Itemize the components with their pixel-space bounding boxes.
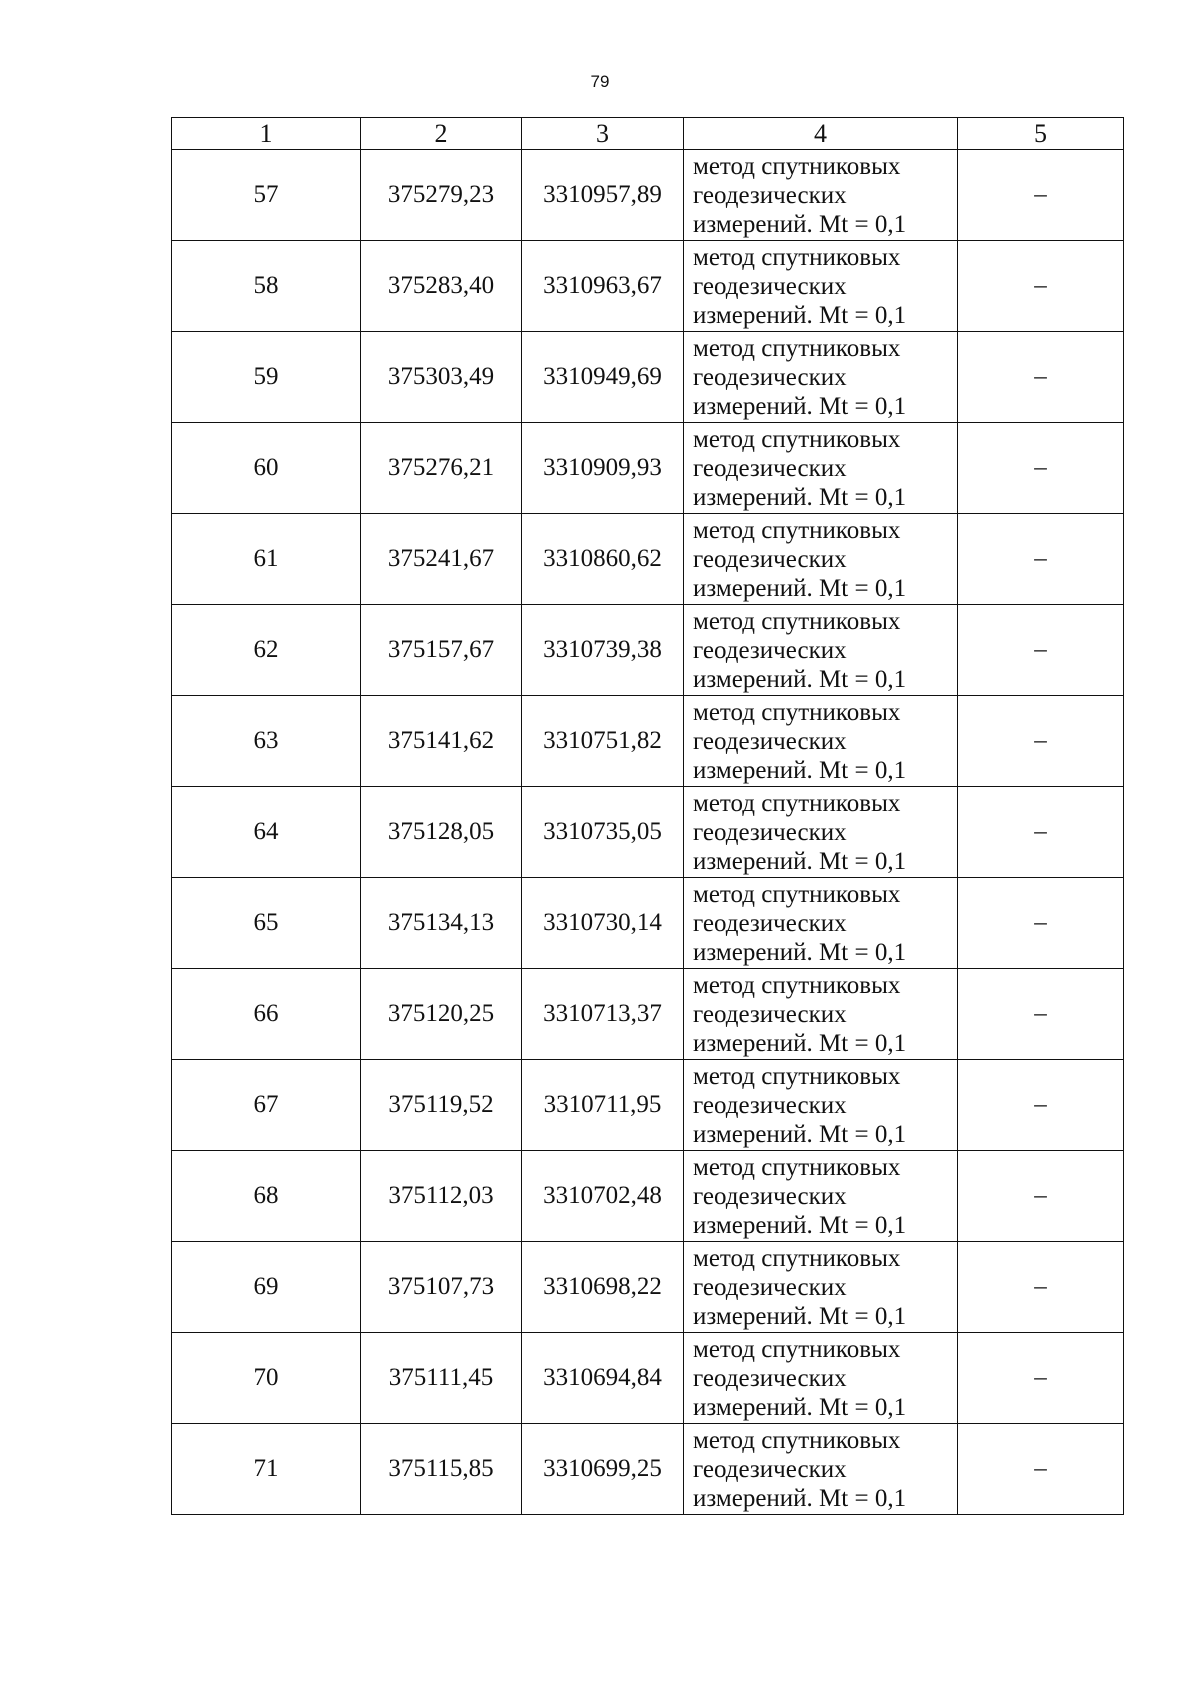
table-row [172, 787, 1124, 878]
note-cell: – [958, 332, 1124, 423]
method-text-line: геодезических [693, 545, 847, 573]
x-coordinate-cell: 375303,49 [361, 332, 522, 423]
column-header: 5 [958, 118, 1124, 150]
method-text-line: измерений. Mt = 0,1 [693, 1484, 907, 1512]
method-text-line: метод спутниковых [693, 1153, 901, 1181]
method-text-line: метод спутниковых [693, 1062, 901, 1090]
point-number-cell: 66 [172, 969, 361, 1060]
method-text-line: измерений. Mt = 0,1 [693, 1393, 907, 1421]
x-coordinate-cell: 375157,67 [361, 605, 522, 696]
method-text-line: метод спутниковых [693, 607, 901, 635]
point-number-cell: 65 [172, 878, 361, 969]
method-text-line: измерений. Mt = 0,1 [693, 483, 907, 511]
table-row [172, 423, 1124, 514]
table-row [172, 696, 1124, 787]
y-coordinate-cell: 3310711,95 [522, 1060, 684, 1151]
method-text-line: метод спутниковых [693, 698, 901, 726]
table-row [172, 1060, 1124, 1151]
point-number-cell: 68 [172, 1151, 361, 1242]
method-text-line: геодезических [693, 181, 847, 209]
method-cell [684, 605, 958, 696]
y-coordinate-cell: 3310751,82 [522, 696, 684, 787]
method-cell [684, 1242, 958, 1333]
table-row [172, 514, 1124, 605]
note-cell: – [958, 1151, 1124, 1242]
method-text-line: измерений. Mt = 0,1 [693, 938, 907, 966]
note-cell: – [958, 241, 1124, 332]
method-text-line: метод спутниковых [693, 789, 901, 817]
method-cell [684, 969, 958, 1060]
note-cell: – [958, 1333, 1124, 1424]
method-text-line: геодезических [693, 1091, 847, 1119]
table-row [172, 1333, 1124, 1424]
table-row [172, 969, 1124, 1060]
point-number-cell: 62 [172, 605, 361, 696]
point-number-cell: 70 [172, 1333, 361, 1424]
method-cell [684, 878, 958, 969]
note-cell: – [958, 514, 1124, 605]
method-text-line: геодезических [693, 454, 847, 482]
y-coordinate-cell: 3310739,38 [522, 605, 684, 696]
method-text-line: геодезических [693, 1364, 847, 1392]
y-coordinate-cell: 3310909,93 [522, 423, 684, 514]
method-cell [684, 696, 958, 787]
method-text-line: геодезических [693, 1273, 847, 1301]
point-number-cell: 60 [172, 423, 361, 514]
method-text-line: измерений. Mt = 0,1 [693, 665, 907, 693]
point-number-cell: 71 [172, 1424, 361, 1515]
method-cell [684, 1060, 958, 1151]
table-row [172, 1424, 1124, 1515]
method-cell [684, 787, 958, 878]
method-text-line: измерений. Mt = 0,1 [693, 1120, 907, 1148]
method-text-line: метод спутниковых [693, 880, 901, 908]
note-cell: – [958, 1424, 1124, 1515]
method-cell [684, 1151, 958, 1242]
point-number-cell: 58 [172, 241, 361, 332]
method-text-line: геодезических [693, 1455, 847, 1483]
method-cell [684, 241, 958, 332]
method-text-line: геодезических [693, 1182, 847, 1210]
method-text-line: геодезических [693, 727, 847, 755]
x-coordinate-cell: 375115,85 [361, 1424, 522, 1515]
x-coordinate-cell: 375120,25 [361, 969, 522, 1060]
column-header: 3 [522, 118, 684, 150]
x-coordinate-cell: 375134,13 [361, 878, 522, 969]
x-coordinate-cell: 375241,67 [361, 514, 522, 605]
y-coordinate-cell: 3310957,89 [522, 150, 684, 241]
column-header: 4 [684, 118, 958, 150]
x-coordinate-cell: 375283,40 [361, 241, 522, 332]
method-text-line: геодезических [693, 818, 847, 846]
x-coordinate-cell: 375111,45 [361, 1333, 522, 1424]
x-coordinate-cell: 375112,03 [361, 1151, 522, 1242]
y-coordinate-cell: 3310698,22 [522, 1242, 684, 1333]
y-coordinate-cell: 3310963,67 [522, 241, 684, 332]
y-coordinate-cell: 3310713,37 [522, 969, 684, 1060]
note-cell: – [958, 878, 1124, 969]
method-text-line: метод спутниковых [693, 1426, 901, 1454]
method-text-line: метод спутниковых [693, 1244, 901, 1272]
table-row [172, 332, 1124, 423]
point-number-cell: 61 [172, 514, 361, 605]
table-row [172, 241, 1124, 332]
x-coordinate-cell: 375107,73 [361, 1242, 522, 1333]
method-text-line: измерений. Mt = 0,1 [693, 301, 907, 329]
point-number-cell: 64 [172, 787, 361, 878]
method-text-line: геодезических [693, 272, 847, 300]
point-number-cell: 63 [172, 696, 361, 787]
method-text-line: метод спутниковых [693, 334, 901, 362]
y-coordinate-cell: 3310699,25 [522, 1424, 684, 1515]
table-header-row [172, 118, 1124, 150]
x-coordinate-cell: 375276,21 [361, 423, 522, 514]
note-cell: – [958, 1242, 1124, 1333]
column-header: 2 [361, 118, 522, 150]
table-row [172, 150, 1124, 241]
method-text-line: геодезических [693, 636, 847, 664]
table-row [172, 1242, 1124, 1333]
page-number: 79 [590, 72, 610, 91]
note-cell: – [958, 969, 1124, 1060]
note-cell: – [958, 605, 1124, 696]
point-number-cell: 59 [172, 332, 361, 423]
note-cell: – [958, 150, 1124, 241]
x-coordinate-cell: 375141,62 [361, 696, 522, 787]
note-cell: – [958, 423, 1124, 514]
point-number-cell: 69 [172, 1242, 361, 1333]
table-row [172, 878, 1124, 969]
method-text-line: измерений. Mt = 0,1 [693, 392, 907, 420]
y-coordinate-cell: 3310730,14 [522, 878, 684, 969]
method-text-line: метод спутниковых [693, 1335, 901, 1363]
point-number-cell: 67 [172, 1060, 361, 1151]
table-row [172, 1151, 1124, 1242]
method-text-line: метод спутниковых [693, 971, 901, 999]
column-header: 1 [172, 118, 361, 150]
y-coordinate-cell: 3310702,48 [522, 1151, 684, 1242]
point-number-cell: 57 [172, 150, 361, 241]
method-text-line: метод спутниковых [693, 243, 901, 271]
method-text-line: измерений. Mt = 0,1 [693, 574, 907, 602]
method-text-line: метод спутниковых [693, 516, 901, 544]
method-text-line: измерений. Mt = 0,1 [693, 756, 907, 784]
method-text-line: измерений. Mt = 0,1 [693, 847, 907, 875]
method-text-line: геодезических [693, 909, 847, 937]
method-cell [684, 1333, 958, 1424]
method-cell [684, 1424, 958, 1515]
note-cell: – [958, 696, 1124, 787]
coordinates-table [171, 117, 1124, 1515]
x-coordinate-cell: 375279,23 [361, 150, 522, 241]
y-coordinate-cell: 3310735,05 [522, 787, 684, 878]
method-text-line: геодезических [693, 363, 847, 391]
method-text-line: измерений. Mt = 0,1 [693, 1029, 907, 1057]
method-text-line: измерений. Mt = 0,1 [693, 210, 907, 238]
method-text-line: геодезических [693, 1000, 847, 1028]
method-text-line: метод спутниковых [693, 152, 901, 180]
method-cell [684, 150, 958, 241]
method-text-line: измерений. Mt = 0,1 [693, 1211, 907, 1239]
method-cell [684, 423, 958, 514]
table-row [172, 605, 1124, 696]
x-coordinate-cell: 375119,52 [361, 1060, 522, 1151]
note-cell: – [958, 1060, 1124, 1151]
y-coordinate-cell: 3310694,84 [522, 1333, 684, 1424]
method-text-line: метод спутниковых [693, 425, 901, 453]
note-cell: – [958, 787, 1124, 878]
y-coordinate-cell: 3310949,69 [522, 332, 684, 423]
method-cell [684, 514, 958, 605]
x-coordinate-cell: 375128,05 [361, 787, 522, 878]
y-coordinate-cell: 3310860,62 [522, 514, 684, 605]
method-text-line: измерений. Mt = 0,1 [693, 1302, 907, 1330]
method-cell [684, 332, 958, 423]
